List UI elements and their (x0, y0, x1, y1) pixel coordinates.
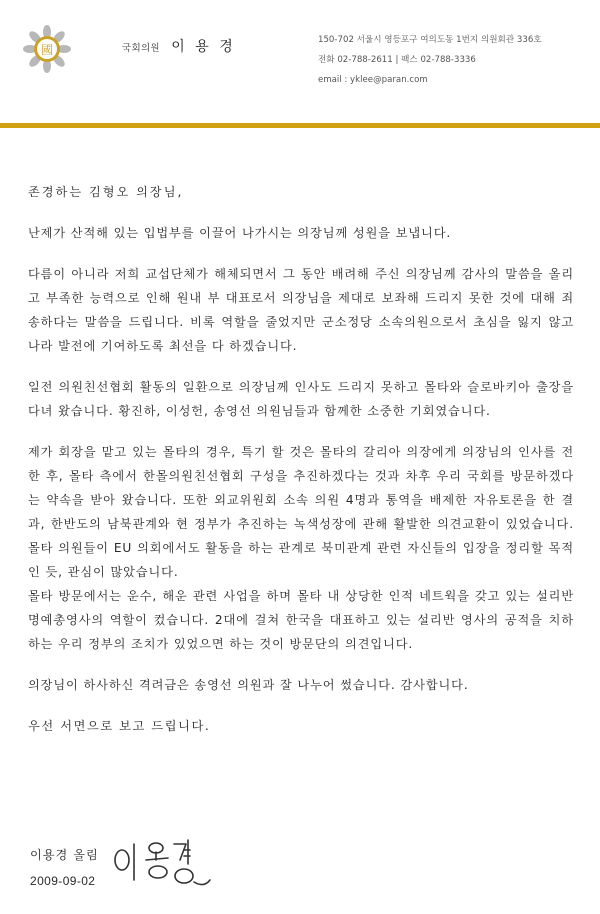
national-assembly-seal-icon (23, 25, 71, 73)
letterhead-contact (318, 30, 542, 90)
letter-paragraph: 다름이 아니라 저희 교섭단체가 해체되면서 그 동안 배려해 주신 의장님께 감사의 말씀을 올리고 부족한 능력으로 인해 원내 부 대표로서 의장님을 제대로 보좌해 드리지 못한 것에 대해 죄송하다는 말씀을 드립니다. 비록 역할을 줄었지만 군소정당 소속의원으로서 초심을 잃지 않고 나라 발전에 기여하도록 최선을 다 하겠습니다. (28, 267, 574, 353)
letterhead-email[interactable]: email : yklee@paran.com (318, 75, 428, 85)
letterhead-name: 이 용 경 (171, 39, 236, 55)
letterhead-phone-fax: 전화 02-788-2611 | 팩스 02-788-3336 (318, 55, 476, 65)
letter-salutation: 존경하는 김형오 의장님, (28, 185, 184, 199)
handwritten-signature (106, 830, 216, 898)
letterhead-address: 150-702 서울시 영등포구 여의도동 1번지 의원회관 336호 (318, 35, 542, 45)
letter-paragraph: 난제가 산적해 있는 입법부를 이끌어 나가시는 의장님께 성원을 보냅니다. (28, 226, 452, 240)
letter-paragraph: 제가 회장을 맡고 있는 몰타의 경우, 특기 할 것은 몰타의 갈리아 의장에게 의장님의 인사를 전한 후, 몰타 측에서 한몰의원친선협회 구성을 추진하겠다는 것과 차후 우리 국회를 방문하겠다는 약속을 받아 왔습니다. 또한 외교위원회 소속 의원 4명과 통역을 배제한 자유토론을 한 결과, 한반도의 남북관계와 현 정부가 추진하는 녹색성장에 관해 활발한 의견교환이 있었습니다. 몰타 의원들이 EU 의회에서도 활동을 하는 관계로 북미관계 관련 자신들의 입장을 정리할 목적인 듯, 관심이 많았습니다. 몰타 방문에서는 운수, 해운 관련 사업을 하며 몰타 내 상당한 인적 네트웍을 갖고 있는 설리반 명예총영사의 역할이 컸습니다. 2대에 걸쳐 한국을 대표하고 있는 설리반 영사의 공적을 치하하는 우리 정부의 조치가 있었으면 하는 것이 방문단의 의견입니다. (28, 445, 574, 651)
letterhead-title (122, 36, 236, 56)
letter-body (28, 180, 574, 755)
signer-name: 이용경 올림 (30, 848, 99, 862)
letter-paragraph: 의장님이 하사하신 격려금은 송영선 의원과 잘 나누어 썼습니다. 감사합니다. (28, 678, 469, 692)
letter-date: 2009-09-02 (30, 874, 96, 888)
letter-closing: 우선 서면으로 보고 드립니다. (28, 719, 211, 733)
letter-paragraph: 일전 의원친선협회 활동의 일환으로 의장님께 인사도 드리지 못하고 몰타와 슬로바키아 출장을 다녀 왔습니다. 황진하, 이성헌, 송영선 의원님들과 함께한 소중한 기회였습니다. (28, 380, 574, 418)
letterhead-role: 국회의원 (122, 43, 160, 54)
letterhead-divider (0, 123, 600, 128)
svg-text:國: 國 (40, 43, 54, 57)
